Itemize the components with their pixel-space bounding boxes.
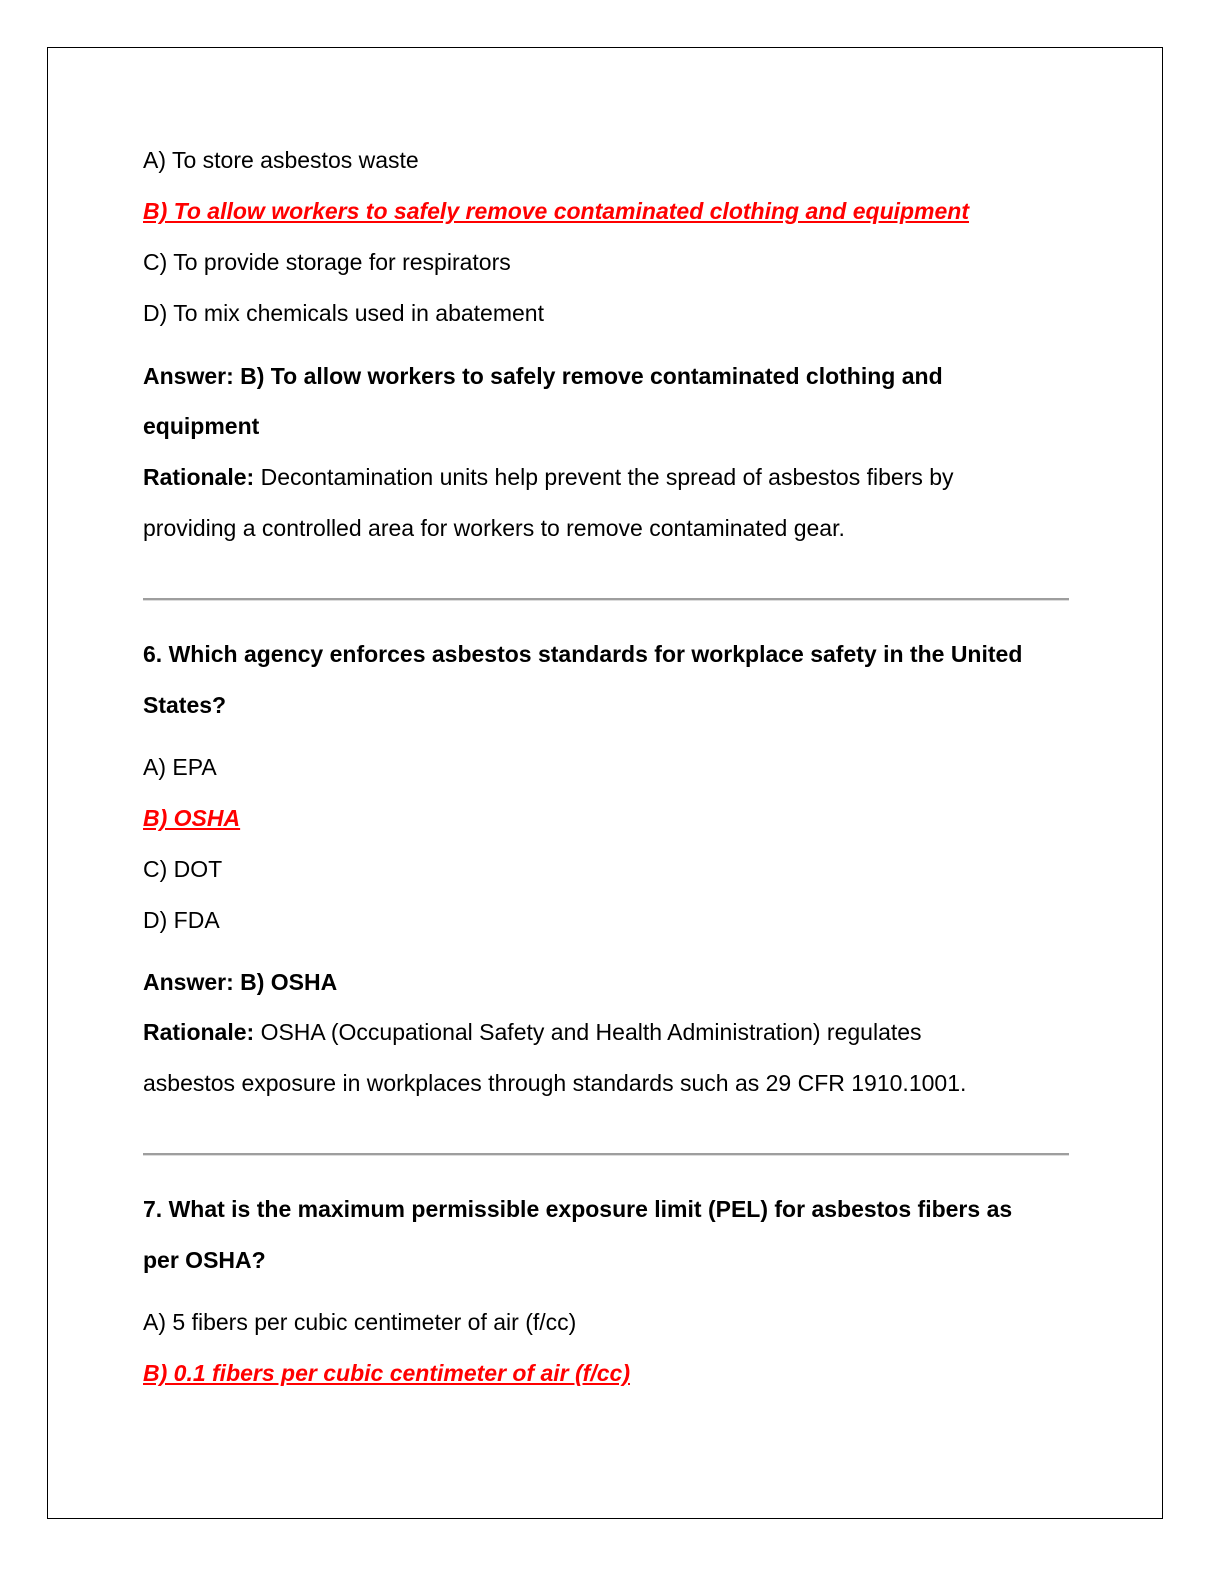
q6-option-a: A) EPA <box>143 754 217 780</box>
q7-question-line2: per OSHA? <box>143 1247 266 1273</box>
q7-option-b-correct: B) 0.1 fibers per cubic centimeter of air (f/cc) <box>143 1360 630 1386</box>
q5-option-c: C) To provide storage for respirators <box>143 249 511 275</box>
q6-answer: Answer: B) OSHA <box>143 969 338 995</box>
q5-rationale-label: Rationale: <box>143 464 255 490</box>
section-divider <box>143 1153 1069 1155</box>
q6-option-b-correct: B) OSHA <box>143 805 241 831</box>
q5-rationale-text: Decontamination units help prevent the spread of asbestos fibers by <box>254 464 954 490</box>
q6-option-c: C) DOT <box>143 856 223 882</box>
q6-rationale-label: Rationale: <box>143 1019 255 1045</box>
q6-rationale-text: OSHA (Occupational Safety and Health Administration) regulates <box>254 1019 922 1045</box>
q5-answer-line1: Answer: B) To allow workers to safely remove contaminated clothing and <box>143 363 943 389</box>
q6-question-line2: States? <box>143 692 227 718</box>
q6-rationale-line2: asbestos exposure in workplaces through standards such as 29 CFR 1910.1001. <box>143 1070 967 1096</box>
q5-rationale-line1 <box>143 462 954 492</box>
q5-option-a: A) To store asbestos waste <box>143 147 419 173</box>
q5-answer-line2: equipment <box>143 413 260 439</box>
q5-option-b-correct: B) To allow workers to safely remove contaminated clothing and equipment <box>143 198 970 224</box>
q6-question-line1: 6. Which agency enforces asbestos standards for workplace safety in the United <box>143 641 1023 667</box>
q5-option-d: D) To mix chemicals used in abatement <box>143 300 544 326</box>
q5-rationale-line2: providing a controlled area for workers to remove contaminated gear. <box>143 515 845 541</box>
q6-option-d: D) FDA <box>143 907 220 933</box>
q7-question-line1: 7. What is the maximum permissible exposure limit (PEL) for asbestos fibers as <box>143 1196 1013 1222</box>
section-divider <box>143 598 1069 600</box>
q7-option-a: A) 5 fibers per cubic centimeter of air (f/cc) <box>143 1309 577 1335</box>
q6-rationale-line1 <box>143 1017 922 1047</box>
